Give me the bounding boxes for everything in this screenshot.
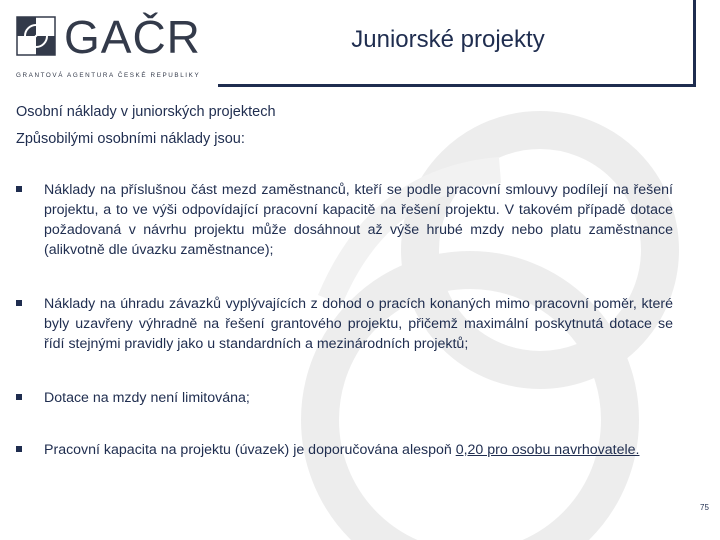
square-bullet-icon xyxy=(16,186,22,192)
square-bullet-icon xyxy=(16,394,22,400)
title-underline-rule xyxy=(218,84,696,87)
square-bullet-icon xyxy=(16,300,22,306)
bullet-text: Náklady na příslušnou část mezd zaměstnanců, kteří se podle pracovní smlouvy podílejí na řešení projektu, a to ve výši odpovídající pracovní kapacitě na řešení projektu. V takovém případě dotace požadovaná v návrhu projektu může dosáhnout až výše hrubé mzdy nebo platu zaměstnance (alikvotně dle úvazku zaměstnance); xyxy=(44,182,673,258)
logo-wordmark: GAČR xyxy=(64,11,201,63)
bullet-list xyxy=(16,180,673,460)
page-number: 75 xyxy=(700,503,709,512)
bullet-text: Náklady na úhradu závazků vyplývajících z dohod o pracích konaných mimo pracovní poměr, které byly uzavřeny výhradně na řešení grantového projektu, přičemž maximální poskytnutá dotace se řídí stejnými pravidly jako u standardních a mezinárodních projektů; xyxy=(44,296,673,352)
logo-subtitle: GRANTOVÁ AGENTURA ČESKÉ REPUBLIKY xyxy=(16,72,201,79)
bullet-item xyxy=(16,294,673,354)
bullet-text: Dotace na mzdy není limitována; xyxy=(44,390,250,406)
gacr-emblem-icon xyxy=(16,16,56,56)
section-heading: Osobní náklady v juniorských projektech xyxy=(16,104,276,120)
bullet-text-underlined: 0,20 pro osobu navrhovatele. xyxy=(455,442,640,458)
bullet-item xyxy=(16,180,673,260)
square-bullet-icon xyxy=(16,446,22,452)
section-subheading: Způsobilými osobními náklady jsou: xyxy=(16,131,245,147)
bullet-item xyxy=(16,440,673,460)
slide-title: Juniorské projekty xyxy=(351,26,545,53)
bullet-text: Pracovní kapacita na projektu (úvazek) je doporučována alespoň xyxy=(44,442,456,458)
header-vertical-rule xyxy=(693,0,696,87)
bullet-item xyxy=(16,388,673,408)
gacr-logo xyxy=(16,11,201,79)
